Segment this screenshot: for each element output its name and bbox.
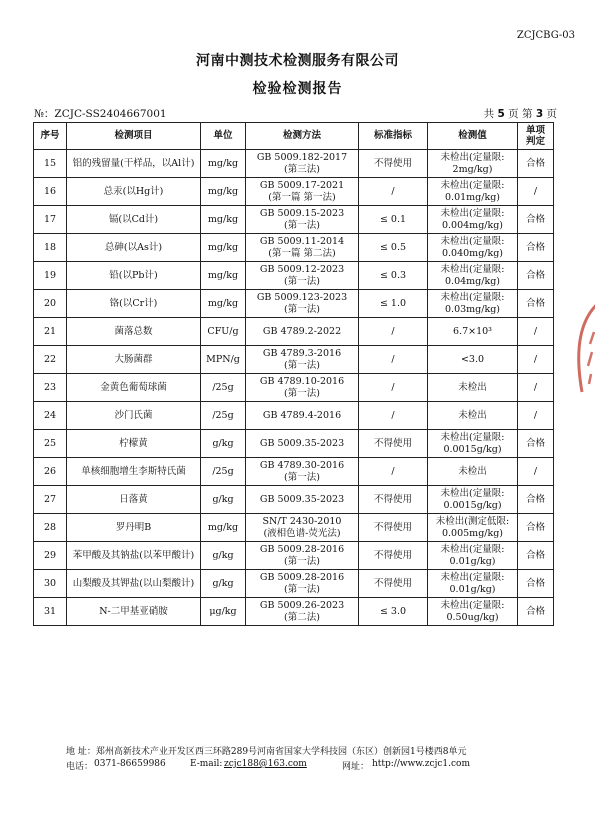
cell-item: 罗丹明B: [67, 514, 201, 542]
web-link[interactable]: http://www.zcjc1.com: [372, 759, 470, 769]
cell-unit: mg/kg: [201, 290, 246, 318]
cell-judgement: 合格: [518, 570, 554, 598]
cell-value: 6.7×10³: [428, 318, 518, 346]
cell-item: 铬(以Cr计): [67, 290, 201, 318]
cell-unit: CFU/g: [201, 318, 246, 346]
cell-method: GB 5009.35-2023: [246, 486, 359, 514]
footer-address: 地 址：郑州高新技术产业开发区西三环路289号河南省国家大学科技园（东区）创新园1号楼西8单元: [66, 747, 467, 757]
cell-judgement: /: [518, 402, 554, 430]
seal-arc: [579, 296, 595, 392]
cell-unit: /25g: [201, 374, 246, 402]
cell-judgement: 合格: [518, 514, 554, 542]
cell-method: GB 4789.3-2016 (第一法): [246, 346, 359, 374]
cell-item: 大肠菌群: [67, 346, 201, 374]
cell-standard: /: [359, 178, 428, 206]
cell-unit: mg/kg: [201, 150, 246, 178]
cell-standard: 不得使用: [359, 486, 428, 514]
cell-no: 17: [34, 206, 67, 234]
cell-value: 未检出(定量限: 0.0015g/kg): [428, 486, 518, 514]
table-row: [34, 178, 554, 206]
cell-unit: mg/kg: [201, 262, 246, 290]
cell-unit: g/kg: [201, 486, 246, 514]
cell-value: <3.0: [428, 346, 518, 374]
pages-total-prefix: 共: [483, 108, 495, 120]
table-row: [34, 318, 554, 346]
cell-item: 总汞(以Hg计): [67, 178, 201, 206]
cell-standard: /: [359, 318, 428, 346]
page-indicator: [484, 106, 557, 121]
cell-no: 18: [34, 234, 67, 262]
cell-standard: 不得使用: [359, 514, 428, 542]
page-current: 3: [535, 108, 544, 120]
cell-method: GB 5009.28-2016 (第一法): [246, 570, 359, 598]
cell-item: N-二甲基亚硝胺: [67, 598, 201, 626]
company-name: 河南中测技术检测服务有限公司: [196, 53, 399, 69]
cell-item: 铝的残留量(干样品，以Al计): [67, 150, 201, 178]
report-title: 检验检测报告: [252, 81, 343, 97]
cell-no: 31: [34, 598, 67, 626]
cell-item: 铅(以Pb计): [67, 262, 201, 290]
table-row: [34, 598, 554, 626]
cell-method: GB 5009.15-2023 (第一法): [246, 206, 359, 234]
cell-judgement: 合格: [518, 262, 554, 290]
cell-standard: ≤ 0.5: [359, 234, 428, 262]
email-link[interactable]: zcjc188@163.com: [224, 759, 307, 769]
phone-label: 电话：: [66, 762, 94, 772]
cell-unit: μg/kg: [201, 598, 246, 626]
cell-unit: MPN/g: [201, 346, 246, 374]
pages-total: 5: [497, 108, 505, 120]
cell-standard: 不得使用: [359, 150, 428, 178]
cell-standard: ≤ 0.1: [359, 206, 428, 234]
cell-item: 总砷(以As计): [67, 234, 201, 262]
table-row: [34, 290, 554, 318]
cell-no: 25: [34, 430, 67, 458]
cell-method: GB 5009.182-2017 (第三法): [246, 150, 359, 178]
cell-judgement: /: [518, 346, 554, 374]
cell-value: 未检出: [428, 374, 518, 402]
cell-no: 16: [34, 178, 67, 206]
header-unit: 单位: [201, 123, 246, 150]
table-row: [34, 374, 554, 402]
cell-item: 菌落总数: [67, 318, 201, 346]
cell-no: 24: [34, 402, 67, 430]
pages-total-suffix: 页: [508, 108, 519, 120]
table-row: [34, 206, 554, 234]
email-label: E-mail:: [190, 759, 223, 769]
cell-method: GB 5009.12-2023 (第一法): [246, 262, 359, 290]
cell-item: 镉(以Cd计): [67, 206, 201, 234]
table-row: [34, 262, 554, 290]
cell-standard: ≤ 1.0: [359, 290, 428, 318]
cell-judgement: /: [518, 458, 554, 486]
cell-method: GB 5009.123-2023 (第一法): [246, 290, 359, 318]
cell-unit: mg/kg: [201, 234, 246, 262]
table-row: [34, 570, 554, 598]
cell-standard: /: [359, 374, 428, 402]
cell-judgement: 合格: [518, 150, 554, 178]
cell-method: GB 4789.30-2016 (第一法): [246, 458, 359, 486]
cell-value: 未检出(定量限: 0.50ug/kg): [428, 598, 518, 626]
cell-judgement: /: [518, 178, 554, 206]
cell-judgement: 合格: [518, 206, 554, 234]
table-row: [34, 402, 554, 430]
footer-contact: [66, 759, 566, 773]
cell-value: 未检出(定量限: 2mg/kg): [428, 150, 518, 178]
cell-method: SN/T 2430-2010 (液相色谱-荧光法): [246, 514, 359, 542]
cell-standard: 不得使用: [359, 542, 428, 570]
cell-unit: g/kg: [201, 542, 246, 570]
cell-no: 22: [34, 346, 67, 374]
cell-standard: ≤ 0.3: [359, 262, 428, 290]
cell-value: 未检出(定量限: 0.04mg/kg): [428, 262, 518, 290]
cell-no: 23: [34, 374, 67, 402]
cell-judgement: /: [518, 318, 554, 346]
header-value: 检测值: [428, 123, 518, 150]
cell-item: 沙门氏菌: [67, 402, 201, 430]
cell-method: GB 4789.4-2016: [246, 402, 359, 430]
results-table: [33, 122, 554, 626]
cell-judgement: 合格: [518, 290, 554, 318]
cell-item: 金黄色葡萄球菌: [67, 374, 201, 402]
table-row: [34, 234, 554, 262]
cell-judgement: 合格: [518, 430, 554, 458]
cell-no: 28: [34, 514, 67, 542]
cell-standard: /: [359, 402, 428, 430]
cell-standard: 不得使用: [359, 430, 428, 458]
cell-judgement: 合格: [518, 486, 554, 514]
table-header-row: [34, 123, 554, 150]
cell-no: 29: [34, 542, 67, 570]
cell-item: 山梨酸及其钾盐(以山梨酸计): [67, 570, 201, 598]
cell-no: 30: [34, 570, 67, 598]
cell-standard: 不得使用: [359, 570, 428, 598]
seal-inner-mark: [588, 332, 594, 384]
cell-value: 未检出(定量限: 0.01g/kg): [428, 542, 518, 570]
cell-unit: /25g: [201, 402, 246, 430]
table-row: [34, 150, 554, 178]
cell-method: GB 5009.11-2014 (第一篇 第二法): [246, 234, 359, 262]
cell-no: 19: [34, 262, 67, 290]
phone-number: 0371-86659986: [94, 759, 166, 769]
cell-standard: ≤ 3.0: [359, 598, 428, 626]
cell-no: 26: [34, 458, 67, 486]
web-label: 网址：: [342, 762, 370, 772]
cell-unit: mg/kg: [201, 206, 246, 234]
cell-no: 21: [34, 318, 67, 346]
cell-item: 单核细胞增生李斯特氏菌: [67, 458, 201, 486]
report-meta: [34, 106, 557, 122]
table-row: [34, 514, 554, 542]
header-item: 检测项目: [67, 123, 201, 150]
cell-unit: g/kg: [201, 570, 246, 598]
cell-unit: mg/kg: [201, 514, 246, 542]
report-number: №：ZCJC-SS2404667001: [34, 108, 167, 120]
cell-value: 未检出(定量限: 0.004mg/kg): [428, 206, 518, 234]
cell-value: 未检出(测定低限: 0.005mg/kg): [428, 514, 518, 542]
cell-no: 20: [34, 290, 67, 318]
table-row: [34, 346, 554, 374]
cell-value: 未检出(定量限: 0.040mg/kg): [428, 234, 518, 262]
document-code: ZCJCBG-03: [516, 30, 575, 41]
header-judgement: 单项 判定: [518, 123, 554, 150]
page-current-suffix: 页: [546, 108, 557, 120]
table-row: [34, 486, 554, 514]
seal-stamp-fragment: [572, 292, 595, 402]
cell-standard: /: [359, 346, 428, 374]
cell-judgement: /: [518, 374, 554, 402]
cell-method: GB 5009.35-2023: [246, 430, 359, 458]
cell-unit: g/kg: [201, 430, 246, 458]
table-row: [34, 458, 554, 486]
cell-value: 未检出(定量限: 0.03mg/kg): [428, 290, 518, 318]
page-current-prefix: 第: [522, 108, 533, 120]
cell-no: 27: [34, 486, 67, 514]
cell-method: GB 5009.17-2021 (第一篇 第一法): [246, 178, 359, 206]
cell-judgement: 合格: [518, 234, 554, 262]
table-row: [34, 430, 554, 458]
cell-judgement: 合格: [518, 542, 554, 570]
cell-method: GB 4789.2-2022: [246, 318, 359, 346]
cell-value: 未检出: [428, 458, 518, 486]
cell-standard: /: [359, 458, 428, 486]
cell-unit: /25g: [201, 458, 246, 486]
header-standard: 标准指标: [359, 123, 428, 150]
cell-unit: mg/kg: [201, 178, 246, 206]
table-row: [34, 542, 554, 570]
cell-no: 15: [34, 150, 67, 178]
cell-item: 苯甲酸及其钠盐(以苯甲酸计): [67, 542, 201, 570]
cell-value: 未检出(定量限: 0.01g/kg): [428, 570, 518, 598]
cell-method: GB 5009.26-2023 (第二法): [246, 598, 359, 626]
cell-value: 未检出(定量限: 0.0015g/kg): [428, 430, 518, 458]
cell-value: 未检出(定量限: 0.01mg/kg): [428, 178, 518, 206]
cell-item: 柠檬黄: [67, 430, 201, 458]
cell-method: GB 5009.28-2016 (第一法): [246, 542, 359, 570]
cell-value: 未检出: [428, 402, 518, 430]
cell-item: 日落黄: [67, 486, 201, 514]
header-no: 序号: [34, 123, 67, 150]
cell-judgement: 合格: [518, 598, 554, 626]
header-method: 检测方法: [246, 123, 359, 150]
cell-method: GB 4789.10-2016 (第一法): [246, 374, 359, 402]
